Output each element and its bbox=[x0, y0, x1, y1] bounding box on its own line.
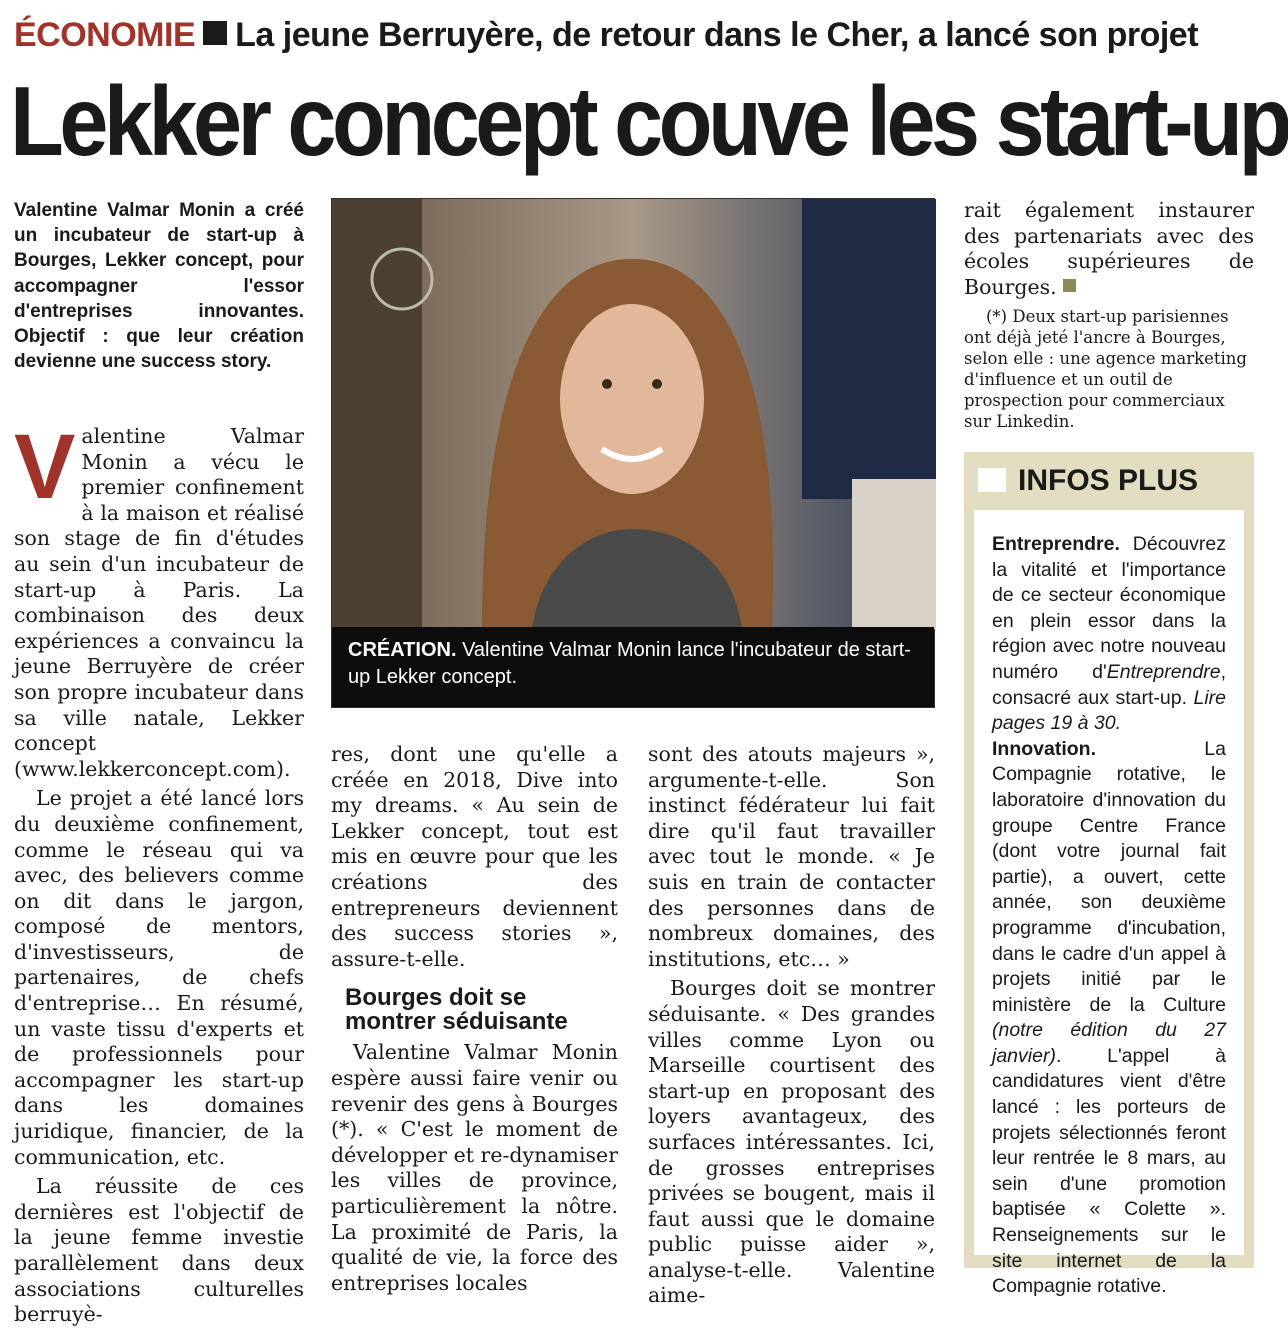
footnote: (*) Deux start-up parisiennes ont déjà jeté l'ancre à Bourges, selon elle : une agence marketing d'influence et un outil de prospection pour commerciaux sur Linkedin. bbox=[964, 307, 1247, 432]
kicker bbox=[14, 16, 1198, 55]
paragraph-7: Bourges doit se montrer séduisante. « Des grandes villes comme Lyon ou Marseille courtisent des start-up en proposant des loyers avantageux, des surfaces intéressantes. Ici, de grosses entreprises privées se bougent, mais il faut aussi que le domaine public puisse aider », analyse-t-elle. Valentine aime- bbox=[648, 976, 935, 1308]
headline: Lekker concept couve les start-up bbox=[10, 66, 1288, 176]
chapo: Valentine Valmar Monin a créé un incubateur de start-up à Bourges, Lekker concept, pour accompagner l'essor d'entreprises innovantes. Objectif : que leur création devienne une success story. bbox=[14, 200, 304, 373]
entry-2-text-2: . L'appel à candidatures vient d'être lancé : les porteurs de projets sélectionnés feront leur rentrée le 8 mars, au sein d'une promotion baptisée « Colette ». Renseignements sur le site internet de la Compagnie rotative. bbox=[992, 1044, 1226, 1298]
entry-1-text-2: , consacré aux start-up. bbox=[992, 660, 1226, 709]
drop-cap: V bbox=[14, 416, 76, 518]
rubric-label: ÉCONOMIE bbox=[14, 16, 196, 54]
paragraph-8: rait également instaurer des partenariats avec des écoles supérieures de Bourges. bbox=[964, 198, 1254, 299]
column-1 bbox=[14, 416, 304, 1332]
infobox-entry-innovation bbox=[992, 737, 1226, 1300]
paragraph-2: Le projet a été lancé lors du deuxième confinement, comme le réseau qui va avec, des believers comme on dit dans le jargon, composé de mentors, d'investisseurs, de partenaires, de chefs d'entreprise… En résumé, un vaste tissu d'experts et de professionnels pour accompagner les start-up dans les domaines juridique, financier, de la communication, etc. bbox=[14, 786, 304, 1169]
photo-caption bbox=[332, 627, 934, 707]
portrait-image bbox=[332, 199, 936, 629]
caption-text: Valentine Valmar Monin lance l'incubateur de start-up Lekker concept. bbox=[348, 639, 911, 688]
end-mark-icon bbox=[1063, 279, 1076, 292]
page-reference: Lire pages 19 à 30. bbox=[992, 686, 1226, 735]
edition-reference: (notre édition du 27 janvier) bbox=[992, 1019, 1226, 1067]
paragraph-1: alentine Valmar Monin a vécu le premier confinement à la maison et réalisé son stage de fin d'études au sein d'un incubateur de start-up à Paris. La combinaison des deux expériences a convaincu la jeune Berruyère de créer son propre incubateur dans sa ville natale, Lekker concept (www.lekkerconcept.com). bbox=[14, 424, 304, 781]
entry-2-text: La Compagnie rotative, le laboratoire d'innovation du groupe Centre France (dont votre journal fait partie), a ouvert, cette année, son deuxième programme d'incubation, dans le cadre d'un appel à projets initié par le ministère de la Culture bbox=[992, 737, 1226, 1016]
entry-1-text: Découvrez la vitalité et l'importance de ce secteur économique en plein essor dans la région avec notre nouveau numéro d' bbox=[992, 533, 1226, 683]
paragraph-4: res, dont une qu'elle a créée en 2018, Dive into my dreams. « Au sein de Lekker concept, tout est mis en œuvre pour que les créations des entrepreneurs deviennent des success stories », assure-t-elle. bbox=[331, 742, 618, 971]
subhead: Bourges doit se montrer séduisante bbox=[345, 984, 568, 1036]
column-4 bbox=[964, 198, 1254, 436]
term-innovation: Innovation. bbox=[992, 737, 1096, 760]
white-square-icon bbox=[978, 468, 1006, 492]
term-entreprendre: Entreprendre. bbox=[992, 533, 1120, 555]
infos-plus-box bbox=[964, 452, 1254, 1298]
infobox-title bbox=[974, 462, 1244, 510]
column-3 bbox=[648, 742, 935, 1313]
magazine-title: Entreprendre bbox=[1106, 660, 1221, 683]
paragraph-6: sont des atouts majeurs », argumente-t-elle. Son instinct fédérateur lui fait dire qu'il faut travailler avec tout le monde. « Je suis en train de contacter des personnes dans de nombreux domaines, des institutions, etc… » bbox=[648, 742, 935, 971]
paragraph-3: La réussite de ces dernières est l'objectif de la jeune femme investie parallèlement dans deux associations culturelles berruyè- bbox=[14, 1174, 304, 1327]
caption-lead: CRÉATION. bbox=[348, 639, 457, 661]
infobox-body bbox=[974, 510, 1244, 1298]
infobox-title-text: INFOS PLUS bbox=[1018, 464, 1199, 497]
kicker-subtitle: La jeune Berruyère, de retour dans le Cher, a lancé son projet bbox=[235, 16, 1199, 54]
article-photo bbox=[331, 198, 935, 708]
column-2 bbox=[331, 742, 618, 1300]
paragraph-5: Valentine Valmar Monin espère aussi faire venir ou revenir des gens à Bourges (*). « C'est le moment de développer et re-dynamiser les villes de province, particulièrement la nôtre. La proximité de Paris, la qualité de vie, la force des entreprises locales bbox=[331, 1040, 618, 1295]
square-bullet-icon bbox=[203, 21, 227, 45]
infobox-entry-entreprendre bbox=[992, 532, 1226, 737]
